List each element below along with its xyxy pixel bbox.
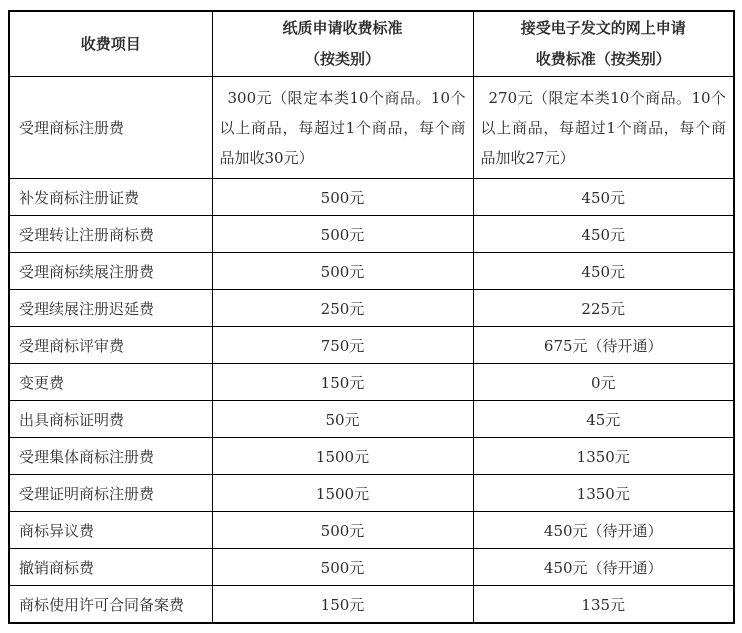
fee-item-cell: 受理商标评审费: [9, 327, 212, 364]
paper-fee-cell: 500元: [212, 253, 473, 290]
paper-fee-cell: 300元（限定本类10个商品。10个以上商品，每超过1个商品，每个商品加收30元）: [212, 77, 473, 179]
online-fee-cell: 270元（限定本类10个商品。10个以上商品，每超过1个商品，每个商品加收27元）: [473, 77, 734, 179]
header-online-standard-line1: 接受电子发文的网上申请: [520, 19, 686, 37]
paper-fee-cell: 500元: [212, 549, 473, 586]
online-fee-cell: 1350元: [473, 438, 734, 475]
fee-item-cell: 受理证明商标注册费: [9, 475, 212, 512]
online-fee-cell: 450元: [473, 179, 734, 216]
header-row: [9, 11, 734, 77]
header-fee-item: [9, 11, 212, 77]
table-row: [9, 77, 734, 179]
table-row: [9, 216, 734, 253]
paper-fee-cell: 500元: [212, 512, 473, 549]
paper-fee-cell: 50元: [212, 401, 473, 438]
fee-item-cell: 受理集体商标注册费: [9, 438, 212, 475]
paper-fee-cell: 1500元: [212, 438, 473, 475]
header-online-standard: [473, 11, 734, 77]
table-row: [9, 327, 734, 364]
online-fee-cell: 450元（待开通）: [473, 549, 734, 586]
table-row: [9, 179, 734, 216]
header-paper-standard-line2: （按类别）: [304, 50, 380, 68]
table-row: [9, 401, 734, 438]
table-row: [9, 364, 734, 401]
fee-table: [8, 10, 735, 624]
fee-table-body: [9, 77, 734, 624]
header-fee-item-label: 收费项目: [80, 34, 141, 53]
fee-item-cell: 撤销商标费: [9, 549, 212, 586]
online-fee-cell: 135元: [473, 586, 734, 624]
table-row: [9, 549, 734, 586]
online-fee-cell: 0元: [473, 364, 734, 401]
fee-item-cell: 变更费: [9, 364, 212, 401]
table-row: [9, 475, 734, 512]
online-fee-cell: 450元: [473, 253, 734, 290]
online-fee-cell: 450元: [473, 216, 734, 253]
fee-table-header: [9, 11, 734, 77]
online-fee-cell: 225元: [473, 290, 734, 327]
header-paper-standard-line1: 纸质申请收费标准: [282, 19, 403, 37]
paper-fee-cell: 500元: [212, 179, 473, 216]
fee-item-cell: 补发商标注册证费: [9, 179, 212, 216]
fee-item-cell: 受理商标续展注册费: [9, 253, 212, 290]
table-row: [9, 586, 734, 624]
online-fee-cell: 45元: [473, 401, 734, 438]
fee-item-cell: 受理转让注册商标费: [9, 216, 212, 253]
online-fee-cell: 675元（待开通）: [473, 327, 734, 364]
online-fee-cell: 450元（待开通）: [473, 512, 734, 549]
online-fee-cell: 1350元: [473, 475, 734, 512]
fee-item-cell: 商标异议费: [9, 512, 212, 549]
paper-fee-cell: 1500元: [212, 475, 473, 512]
fee-item-cell: 商标使用许可合同备案费: [9, 586, 212, 624]
table-row: [9, 290, 734, 327]
table-row: [9, 438, 734, 475]
paper-fee-cell: 250元: [212, 290, 473, 327]
paper-fee-cell: 500元: [212, 216, 473, 253]
fee-item-cell: 受理续展注册迟延费: [9, 290, 212, 327]
table-row: [9, 253, 734, 290]
paper-fee-cell: 150元: [212, 586, 473, 624]
table-row: [9, 512, 734, 549]
fee-item-cell: 出具商标证明费: [9, 401, 212, 438]
fee-item-cell: 受理商标注册费: [9, 77, 212, 179]
header-paper-standard: [212, 11, 473, 77]
paper-fee-cell: 150元: [212, 364, 473, 401]
paper-fee-cell: 750元: [212, 327, 473, 364]
header-online-standard-line2: 收费标准（按类别）: [535, 50, 671, 68]
